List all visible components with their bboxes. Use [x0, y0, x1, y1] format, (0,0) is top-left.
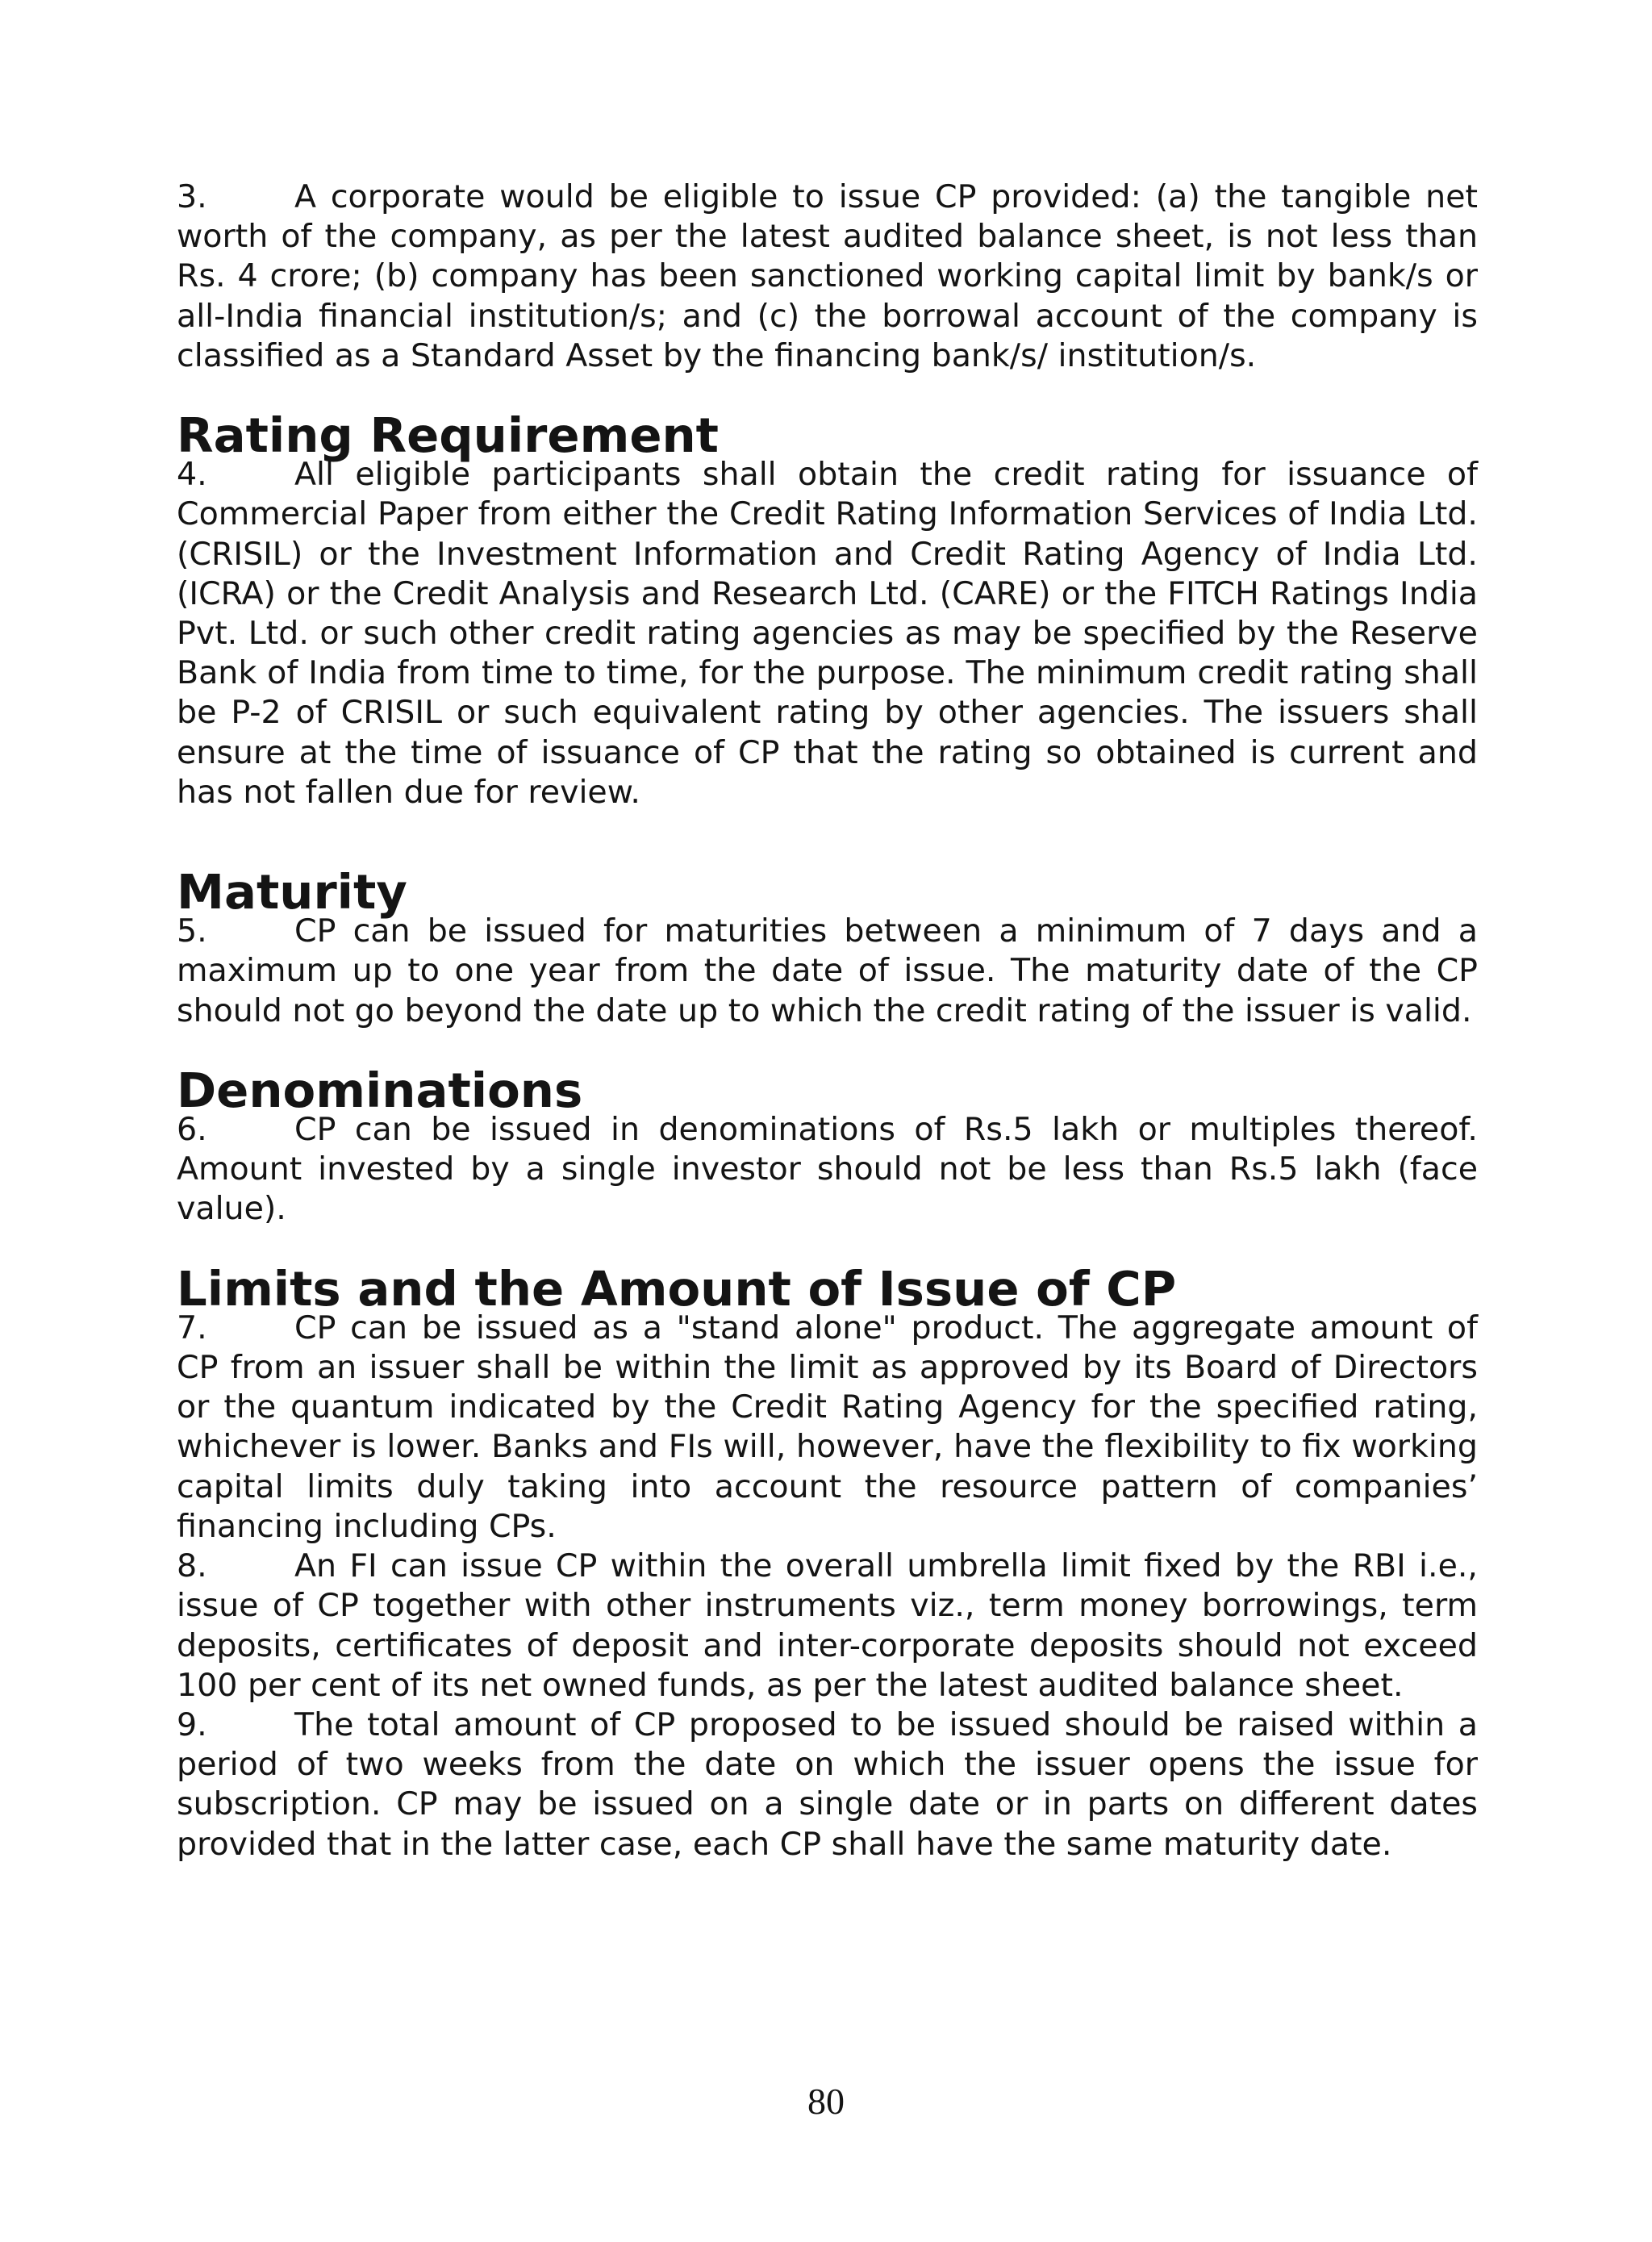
page-number: 80: [807, 2081, 845, 2122]
paragraph-text: CP can be issued for maturities between a minimum of 7 days and a maximum up to one year from the date of issue. The maturity date of the CP should not go beyond the date up to which the credit rating of the issuer is valid.: [177, 912, 1478, 1029]
paragraph-number: 3.: [177, 178, 207, 215]
paragraph-number: 4.: [177, 456, 207, 494]
section-heading-maturity: Maturity: [177, 864, 407, 921]
paragraph-text: An FI can issue CP within the overall umbrella limit fixed by the RBI i.e., issue of CP together with other instruments viz., term money borrowings, term deposits, certificates of deposit and inter-corporate deposits should not exceed 100 per cent of its net owned funds, as per the latest audited balance sheet.: [177, 1547, 1478, 1704]
paragraph-number: 5.: [177, 912, 207, 950]
paragraph-8: [177, 1547, 1478, 1706]
paragraph-text: The total amount of CP proposed to be issued should be raised within a period of two weeks from the date on which the issuer opens the issue for subscription. CP may be issued on a single date or in parts on different dates provided that in the latter case, each CP shall have the same maturity date.: [177, 1706, 1478, 1863]
paragraph-text: All eligible participants shall obtain the credit rating for issuance of Commercial Paper from either the Credit Rating Information Services of India Ltd. (CRISIL) or the Investment Information and Credit Rating Agency of India Ltd. (ICRA) or the Credit Analysis and Research Ltd. (CARE) or the FITCH Ratings India Pvt. Ltd. or such other credit rating agencies as may be specified by the Reserve Bank of India from time to time, for the purpose. The minimum credit rating shall be P-2 of CRISIL or such equivalent rating by other agencies. The issuers shall ensure at the time of issuance of CP that the rating so obtained is current and has not fallen due for review.: [177, 456, 1478, 811]
paragraph-6: [177, 1110, 1478, 1230]
paragraph-4: [177, 455, 1478, 812]
paragraph-number: 9.: [177, 1706, 207, 1743]
paragraph-text: CP can be issued as a "stand alone" product. The aggregate amount of CP from an issuer shall be within the limit as approved by its Board of Directors or the quantum indicated by the Credit Rating Agency for the specified rating, whichever is lower. Banks and FIs will, however, have the flexibility to fix working capital limits duly taking into account the resource pattern of companies’ financing including CPs.: [177, 1309, 1478, 1545]
paragraph-number: 7.: [177, 1309, 207, 1346]
paragraph-5: [177, 912, 1478, 1031]
section-heading-denominations: Denominations: [177, 1062, 583, 1118]
document-body: [177, 177, 1478, 1864]
paragraph-number: 8.: [177, 1547, 207, 1585]
section-heading-rating-requirement: Rating Requirement: [177, 407, 720, 464]
section-heading-limits-and-amount: Limits and the Amount of Issue of CP: [177, 1260, 1177, 1317]
paragraph-7: [177, 1309, 1478, 1547]
paragraph-number: 6.: [177, 1111, 207, 1149]
paragraph-9: [177, 1706, 1478, 1864]
paragraph-3: [177, 177, 1478, 376]
paragraph-text: CP can be issued in denominations of Rs.5 lakh or multiples thereof. Amount invested by a single investor should not be less than Rs.5 lakh (face value).: [177, 1111, 1478, 1228]
paragraph-text: A corporate would be eligible to issue CP provided: (a) the tangible net worth of the company, as per the latest audited balance sheet, is not less than Rs. 4 crore; (b) company has been sanctioned working capital limit by bank/s or all-India financial institution/s; and (c) the borrowal account of the company is classified as a Standard Asset by the financing bank/s/ institution/s.: [177, 178, 1478, 374]
